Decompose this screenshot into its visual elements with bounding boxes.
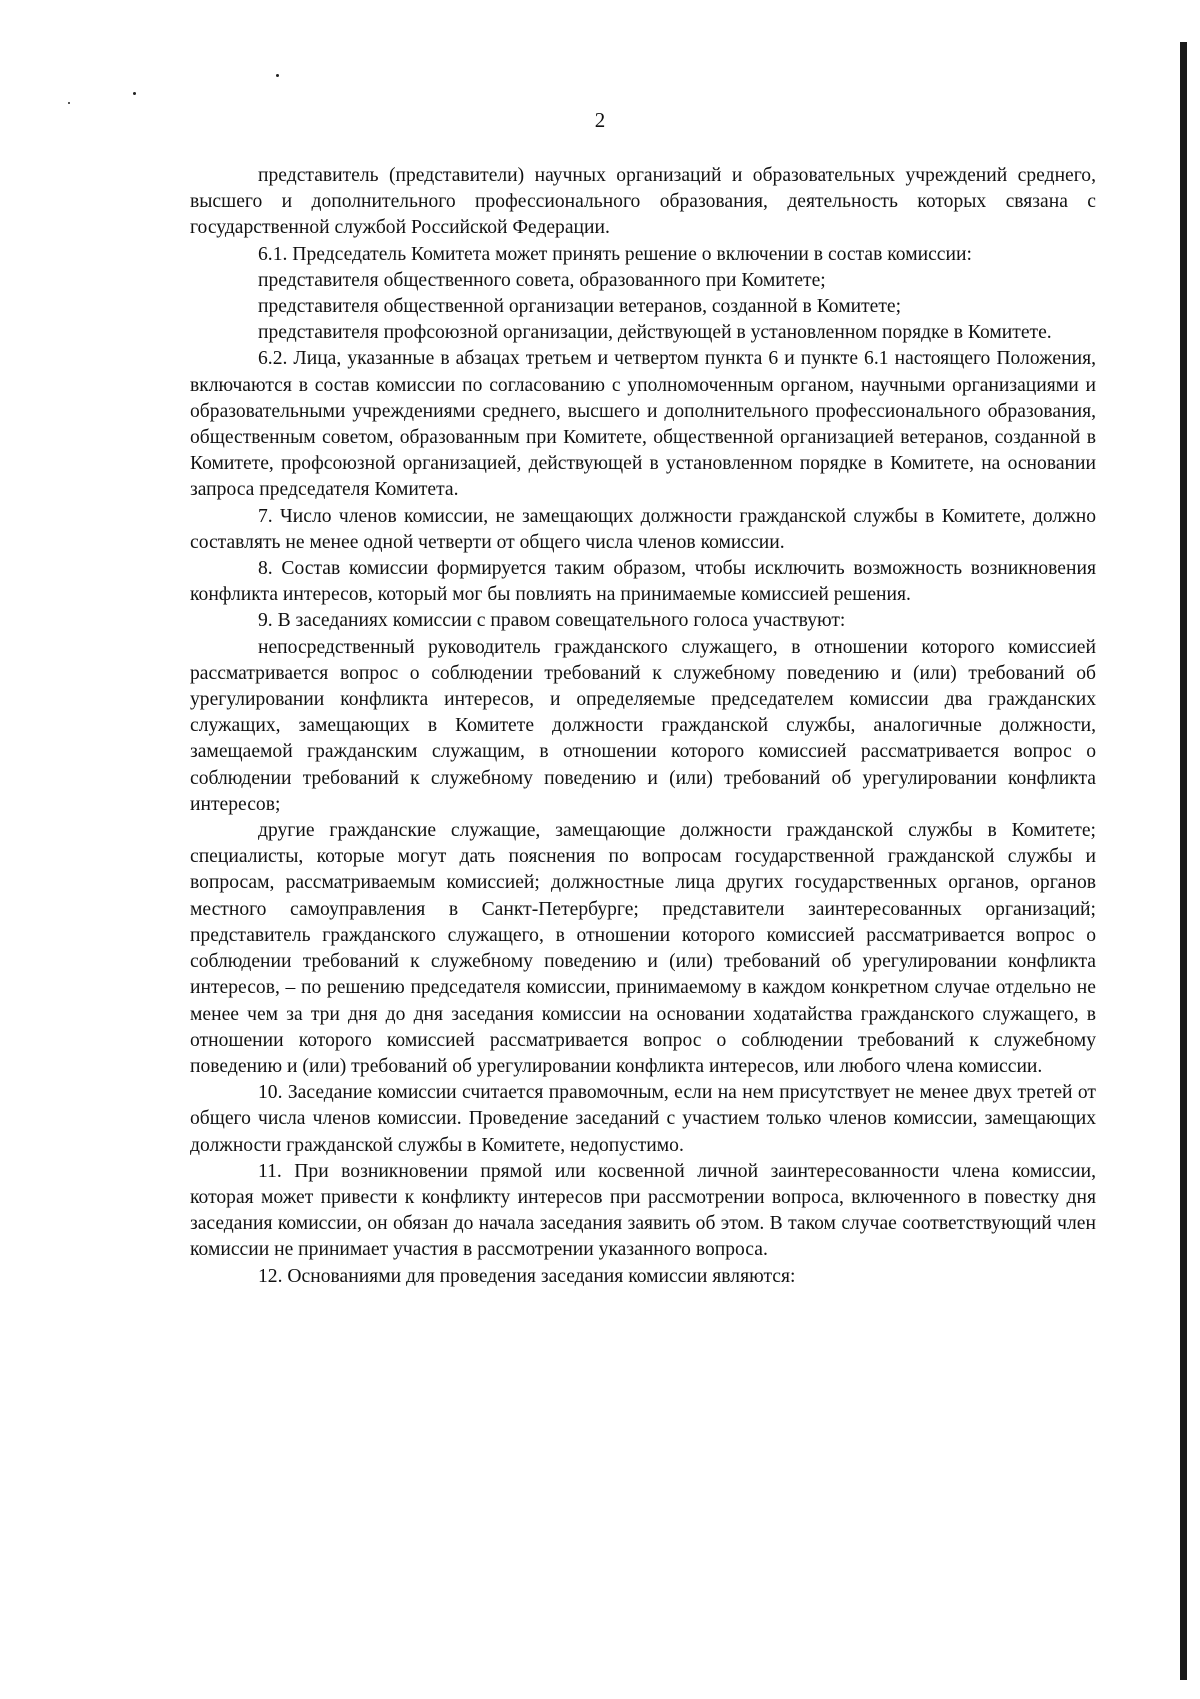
paragraph-10: 10. Заседание комиссии считается правомочным, если на нем присутствует не менее двух третей от общего числа членов комиссии. Проведение заседаний с участием только членов комиссии, замещающих должности гражданской службы в Комитете, недопустимо. bbox=[190, 1082, 1096, 1156]
paragraph-public-council: представителя общественного совета, образованного при Комитете; bbox=[258, 269, 826, 291]
paragraph-6-1: 6.1. Председатель Комитета может принять решение о включении в состав комиссии: bbox=[258, 243, 972, 265]
paragraph-12: 12. Основаниями для проведения заседания комиссии являются: bbox=[258, 1265, 796, 1287]
paragraph-other-participants: другие гражданские служащие, замещающие должности гражданской службы в Комитете; специалисты, которые могут дать пояснения по вопросам государственной гражданской службы и вопросам, рассматриваемым комиссией; должностные лица других государственных органов, органов местного самоуправления в Санкт-Петербурге; представители заинтересованных организаций; представитель гражданского служащего, в отношении которого комиссией рассматривается вопрос о соблюдении требований к служебному поведению и (или) требований об урегулировании конфликта интересов, – по решению председателя комиссии, принимаемому в каждом конкретном случае отдельно не менее чем за три дня до дня заседания комиссии на основании ходатайства гражданского служащего, в отношении которого комиссией рассматривается вопрос о соблюдении требований к служебному поведению и (или) требований об урегулировании конфликта интересов, или любого члена комиссии. bbox=[190, 820, 1096, 1077]
page-number: 2 bbox=[594, 108, 606, 132]
paragraph-6-2: 6.2. Лица, указанные в абзацах третьем и четвертом пункта 6 и пункте 6.1 настоящего Положения, включаются в состав комиссии по согласованию с уполномоченным органом, научными организациями и образовательными учреждениями среднего, высшего и дополнительного профессионального образования, общественным советом, образованным при Комитете, общественной организацией ветеранов, созданной в Комитете, профсоюзной организацией, действующей в установленном порядке в Комитете, на основании запроса председателя Комитета. bbox=[190, 348, 1096, 501]
scan-speck bbox=[68, 102, 70, 104]
document-body bbox=[190, 163, 1096, 1290]
paragraph-11: 11. При возникновении прямой или косвенной личной заинтересованности члена комиссии, которая может привести к конфликту интересов при рассмотрении вопроса, включенного в повестку дня заседания комиссии, он обязан до начала заседания заявить об этом. В таком случае соответствующий член комиссии не принимает участия в рассмотрении указанного вопроса. bbox=[190, 1160, 1096, 1261]
paragraph-7: 7. Число членов комиссии, не замещающих должности гражданской службы в Комитете, должно составлять не менее одной четверти от общего числа членов комиссии. bbox=[190, 505, 1096, 553]
scan-speck bbox=[276, 74, 279, 77]
paragraph-representatives-continued: представитель (представители) научных организаций и образовательных учреждений среднего, высшего и дополнительного профессионального образования, деятельность которых связана с государственной службой Российской Федерации. bbox=[190, 165, 1096, 239]
paragraph-direct-supervisor: непосредственный руководитель гражданского служащего, в отношении которого комиссией рассматривается вопрос о соблюдении требований к служебному поведению и (или) требований об урегулировании конфликта интересов, и определяемые председателем комиссии два гражданских служащих, замещающих в Комитете должности гражданской службы, аналогичные должности, замещаемой гражданским служащим, в отношении которого комиссией рассматривается вопрос о соблюдении требований к служебному поведению и (или) требований об урегулировании конфликта интересов; bbox=[190, 636, 1096, 815]
scan-edge-line bbox=[1180, 42, 1187, 1680]
paragraph-trade-union: представителя профсоюзной организации, действующей в установленном порядке в Комитете. bbox=[258, 322, 1052, 344]
paragraph-9: 9. В заседаниях комиссии с правом совещательного голоса участвуют: bbox=[258, 610, 846, 632]
scan-speck bbox=[133, 92, 136, 95]
paragraph-veterans-organization: представителя общественной организации ветеранов, созданной в Комитете; bbox=[258, 296, 902, 318]
paragraph-8: 8. Состав комиссии формируется таким образом, чтобы исключить возможность возникновения конфликта интересов, который мог бы повлиять на принимаемые комиссией решения. bbox=[190, 558, 1096, 606]
